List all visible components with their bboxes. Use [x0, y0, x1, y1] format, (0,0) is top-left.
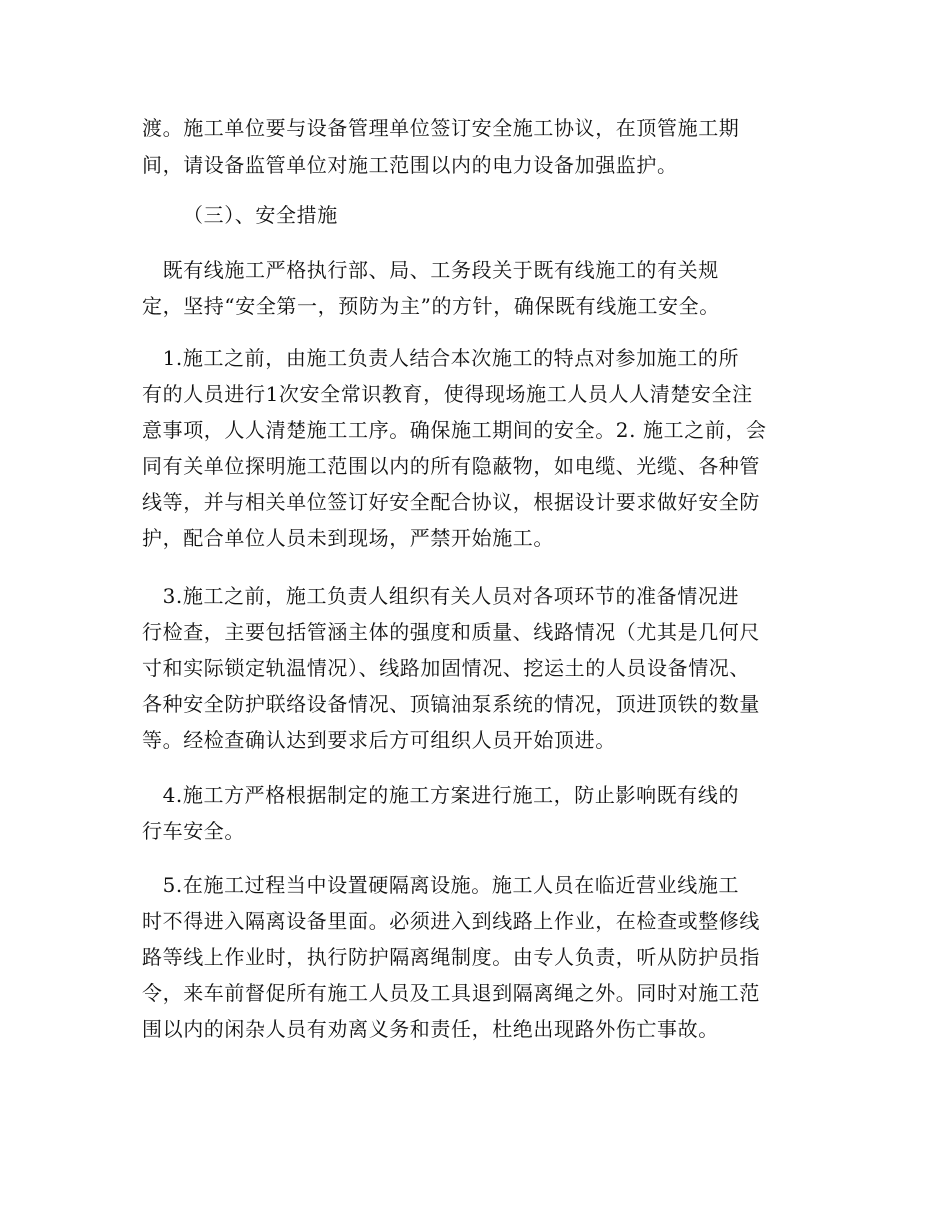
text-line: 行检查，主要包括管涵主体的强度和质量、线路情况（尤其是几何尺 [142, 620, 760, 644]
text-line: 等。经检查确认达到要求后方可组织人员开始顶进。 [142, 728, 616, 752]
text-line: 行车安全。 [142, 819, 245, 843]
text-line: 意事项，人人清楚施工工序。确保施工期间的安全。2. 施工之前，会 [142, 418, 767, 442]
text-line: 线等，并与相关单位签订好安全配合协议，根据设计要求做好安全防 [142, 490, 760, 514]
text-line: 间，请设备监管单位对施工范围以内的电力设备加强监护。 [142, 153, 678, 177]
text-line: 既有线施工严格执行部、局、工务段关于既有线施工的有关规 [142, 258, 719, 282]
text-line: 1.施工之前，由施工负责人结合本次施工的特点对参加施工的所 [142, 346, 740, 370]
text-line: 有的人员进行1次安全常识教育，使得现场施工人员人人清楚安全注 [142, 382, 753, 406]
text-line: 各种安全防护联络设备情况、顶镐油泵系统的情况，顶进顶铁的数量 [142, 692, 760, 716]
text-line: 围以内的闲杂人员有劝离义务和责任，杜绝出现路外伤亡事故。 [142, 1017, 719, 1041]
text-line: 路等线上作业时，执行防护隔离绳制度。由专人负责，听从防护员指 [142, 945, 760, 969]
section-heading: （三）、安全措施 [183, 203, 338, 227]
text-line: 5.在施工过程当中设置硬隔离设施。施工人员在临近营业线施工 [142, 873, 740, 897]
text-line: 渡。施工单位要与设备管理单位签订安全施工协议，在顶管施工期 [142, 116, 740, 140]
text-line: 令，来车前督促所有施工人员及工具退到隔离绳之外。同时对施工范 [142, 981, 760, 1005]
text-line: 定，坚持“安全第一，预防为主”的方针，确保既有线施工安全。 [142, 294, 720, 318]
text-line: 护，配合单位人员未到现场，严禁开始施工。 [142, 526, 554, 550]
text-line: 同有关单位探明施工范围以内的所有隐蔽物，如电缆、光缆、各种管 [142, 454, 760, 478]
text-line: 时不得进入隔离设备里面。必须进入到线路上作业，在检查或整修线 [142, 909, 760, 933]
text-line: 3.施工之前，施工负责人组织有关人员对各项环节的准备情况进 [142, 584, 740, 608]
text-line: 寸和实际锁定轨温情况）、线路加固情况、挖运土的人员设备情况、 [142, 656, 750, 680]
text-line: 4.施工方严格根据制定的施工方案进行施工，防止影响既有线的 [142, 783, 740, 807]
